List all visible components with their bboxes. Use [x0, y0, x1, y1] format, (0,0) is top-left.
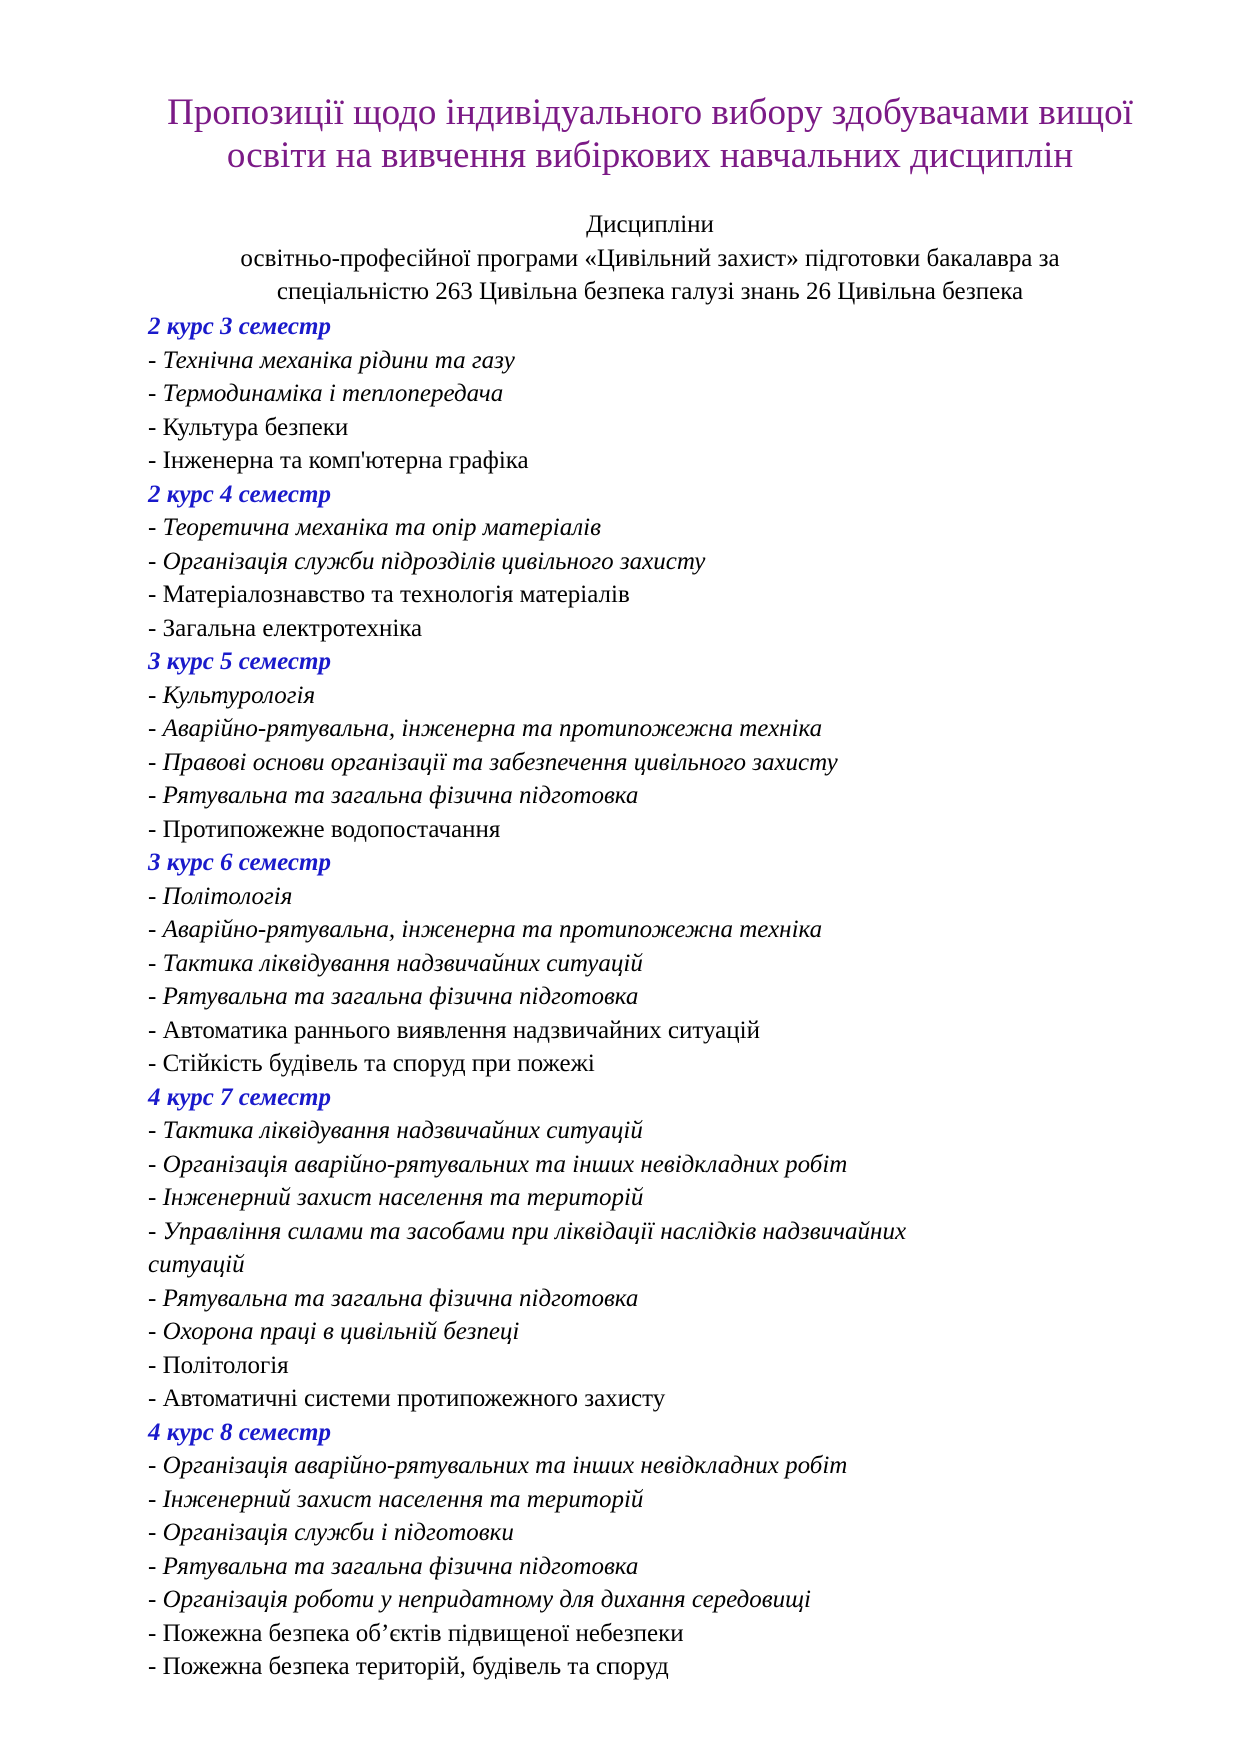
discipline-item: - Охорона праці в цивільній безпеці	[148, 1318, 520, 1345]
discipline-item: - Правові основи організації та забезпечення цивільного захисту	[148, 748, 838, 776]
discipline-item: - Рятувальна та загальна фізична підготовка	[148, 782, 639, 809]
discipline-item: - Організація аварійно-рятувальних та інших невідкладних робіт	[148, 1452, 848, 1479]
document-title	[150, 91, 1150, 177]
document-title-line-1: Пропозиції щодо індивідуального вибору здобувачами вищої	[167, 92, 1133, 133]
document-subtitle-line-3: спеціальністю 263 Цивільна безпека галузі знань 26 Цивільна безпека	[276, 278, 1024, 305]
discipline-item: - Рятувальна та загальна фізична підготовка	[148, 1284, 639, 1312]
document-title-line-2: освіти на вивчення вибіркових навчальних дисциплін	[226, 135, 1074, 176]
discipline-item: - Рятувальна та загальна фізична підготовка	[148, 1552, 639, 1580]
discipline-item: - Аварійно-рятувальна, інженерна та протипожежна техніка	[148, 715, 823, 742]
discipline-item: - Культура безпеки	[148, 413, 349, 441]
semester-heading: 2 курс 4 семестр	[148, 480, 331, 508]
discipline-item: - Стійкість будівель та споруд при пожежі	[148, 1050, 595, 1077]
discipline-item: - Тактика ліквідування надзвичайних ситуацій	[148, 1117, 643, 1144]
discipline-item: - Управління силами та засобами при ліквідації наслідків надзвичайних	[148, 1217, 907, 1245]
discipline-item: - Рятувальна та загальна фізична підготовка	[148, 983, 639, 1010]
discipline-item: - Теоретична механіка та опір матеріалів	[148, 514, 601, 541]
discipline-item: - Автоматичні системи протипожежного захисту	[148, 1385, 666, 1412]
discipline-item: - Культурологія	[148, 681, 316, 709]
discipline-item: - Термодинаміка і теплопередача	[148, 380, 504, 407]
discipline-item: - Протипожежне водопостачання	[148, 815, 501, 843]
semester-heading: 4 курс 7 семестр	[148, 1083, 331, 1111]
discipline-item: - Матеріалознавство та технологія матеріалів	[148, 581, 630, 608]
discipline-item: - Політологія	[148, 882, 293, 910]
discipline-item: - Технічна механіка рідини та газу	[148, 346, 515, 374]
discipline-item: - Організація служби і підготовки	[148, 1519, 514, 1546]
discipline-item: - Організація аварійно-рятувальних та інших невідкладних робіт	[148, 1150, 848, 1178]
discipline-item: - Організація роботи у непридатному для дихання середовищі	[148, 1586, 811, 1613]
discipline-item: - Тактика ліквідування надзвичайних ситуацій	[148, 949, 643, 977]
discipline-item: - Пожежна безпека об’єктів підвищеної небезпеки	[148, 1619, 684, 1647]
discipline-item: - Аварійно-рятувальна, інженерна та протипожежна техніка	[148, 916, 823, 943]
discipline-item: - Пожежна безпека територій, будівель та споруд	[148, 1653, 669, 1680]
semester-heading: 2 курс 3 семестр	[148, 313, 331, 340]
discipline-item: - Інженерний захист населення та територій	[148, 1184, 644, 1211]
semester-heading: 3 курс 6 семестр	[148, 849, 331, 876]
semester-heading: 3 курс 5 семестр	[148, 648, 331, 675]
discipline-item: ситуацій	[148, 1251, 245, 1278]
discipline-item: - Організація служби підрозділів цивільного захисту	[148, 547, 706, 575]
document-subtitle-line-1: Дисципліни	[586, 211, 714, 238]
discipline-item: - Політологія	[148, 1351, 289, 1379]
discipline-list	[148, 310, 1078, 1684]
discipline-item: - Інженерний захист населення та територій	[148, 1485, 644, 1513]
discipline-item: - Інженерна та комп'ютерна графіка	[148, 447, 529, 474]
document-subtitle-line-2: освітньо-професійної програми «Цивільний захист» підготовки бакалавра за	[240, 244, 1060, 272]
discipline-item: - Загальна електротехніка	[148, 614, 423, 642]
semester-heading: 4 курс 8 семестр	[148, 1418, 331, 1446]
discipline-item: - Автоматика раннього виявлення надзвичайних ситуацій	[148, 1016, 760, 1044]
document-subtitle	[150, 208, 1150, 309]
